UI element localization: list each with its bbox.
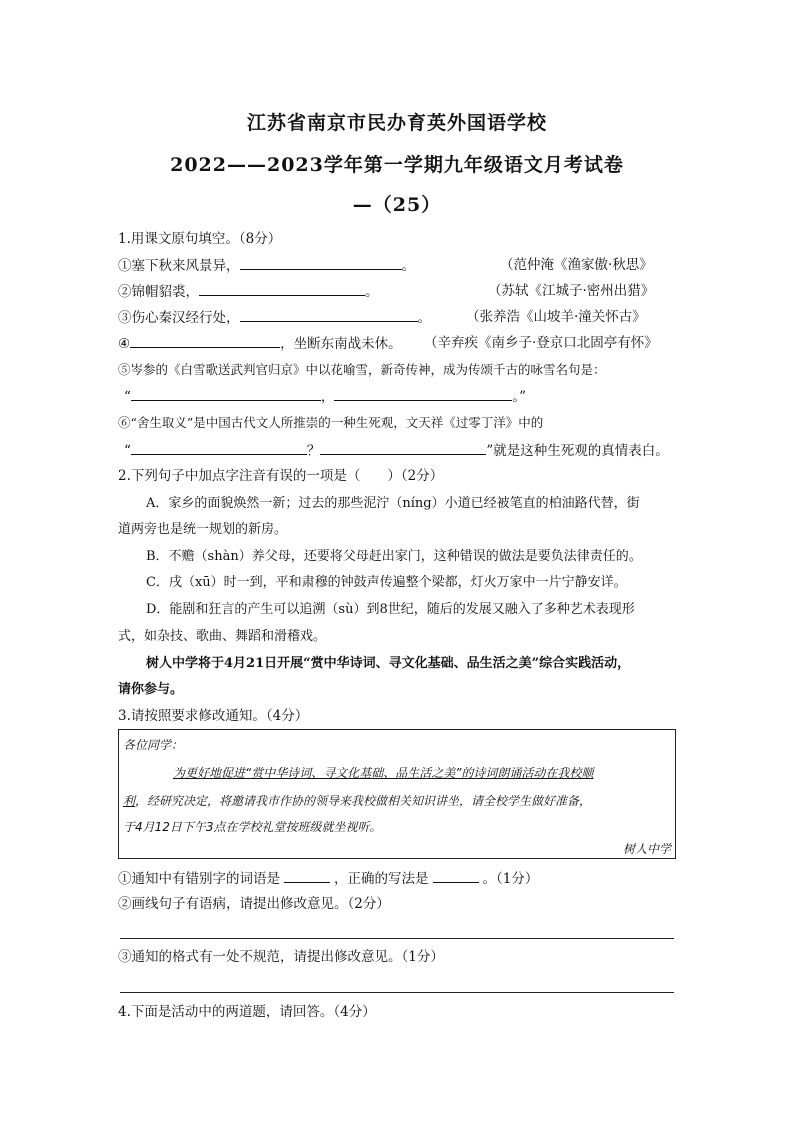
open-quote: “ xyxy=(124,389,131,405)
q1-line-1-source: （范仲淹《渔家傲·秋思》 xyxy=(500,257,653,273)
q1-line-4-source: （辛弃疾《南乡子·登京口北固亭有怀》 xyxy=(424,335,658,351)
q3-sub-1-text: ①通知中有错别字的词语是 xyxy=(118,871,280,887)
question-mark: ？ xyxy=(306,443,321,459)
q3-sub-1 xyxy=(118,868,538,889)
notice-para-1 xyxy=(173,764,593,782)
q2-option-a-cont: 道两旁也是统一规划的新房。 xyxy=(118,522,288,537)
school-title: 江苏省南京市民办育英外国语学校 xyxy=(246,112,547,134)
close-quote: 。” xyxy=(512,389,527,405)
q1-line-1 xyxy=(118,255,415,276)
q2-option-c: C．戌（xū）时一到，平和肃穆的钟鼓声传遍整个梁都，灯火万家中一片宁静安详。 xyxy=(146,575,627,590)
q2-option-b: B．不赡（shàn）养父母，还要将父母赶出家门，这种错误的做法是要负法律责任的。 xyxy=(146,549,642,564)
comma: ， xyxy=(320,389,335,405)
underlined-sentence: 为更好地促进“赏中华诗词、寻文化基础、品生活之美”的诗词朗诵活动在我校顺 xyxy=(173,766,594,780)
answer-blank[interactable] xyxy=(334,386,512,401)
underlined-sentence-end: 利 xyxy=(123,794,136,808)
q1-line-3 xyxy=(118,307,431,328)
notice-para-3: 于4月12日下午3点在学校礼堂按班级就坐视听。 xyxy=(123,820,382,834)
notice-box xyxy=(118,729,676,859)
q1-line-6b xyxy=(124,440,669,461)
notice-para-2-text: ，经研究决定，将邀请我市作协的领导来我校做相关知识讲坐，请全校学生做好准备， xyxy=(135,794,592,808)
answer-line[interactable] xyxy=(120,938,674,939)
q1-line-5b xyxy=(124,386,526,407)
notice-para-2 xyxy=(123,792,591,810)
q1-line-1-text: ①塞下秋来风景异， xyxy=(118,258,240,274)
q1-title: 1.用课文原句填空。（8分） xyxy=(118,231,282,247)
q1-line-2-source: （苏轼《江城子·密州出猎》 xyxy=(488,283,655,299)
answer-blank[interactable] xyxy=(320,440,486,455)
q1-line-4-end: ，坐断东南战未休。 xyxy=(280,336,402,352)
q1-line-2 xyxy=(118,281,379,302)
q1-line-5: ⑤岑参的《白雪歌送武判官归京》中以花喻雪，新奇传神，成为传颂千古的咏雪名句是： xyxy=(118,362,606,377)
q1-line-3-text: ③伤心秦汉经行处， xyxy=(118,310,240,326)
q2-title: 2.下列句子中加点字注音有误的一项是（ ）（2分） xyxy=(118,468,444,484)
answer-blank[interactable] xyxy=(240,255,402,270)
activity-intro: 树人中学将于4月21日开展“赏中华诗词、寻文化基础、品生活之美”综合实践活动， xyxy=(146,656,631,671)
activity-intro-cont: 请你参与。 xyxy=(118,682,184,697)
answer-blank[interactable] xyxy=(240,307,418,322)
answer-blank[interactable] xyxy=(131,386,321,401)
answer-blank[interactable] xyxy=(284,868,330,883)
notice-signature: 树人中学 xyxy=(622,842,671,856)
q3-sub-1-mid: ，正确的写法是 xyxy=(334,871,429,887)
notice-greeting: 各位同学： xyxy=(123,738,184,752)
q1-line-6-tail: ”就是这种生死观的真情表白。 xyxy=(486,443,669,459)
answer-blank[interactable] xyxy=(199,281,365,296)
q4-title: 4.下面是活动中的两道题，请回答。（4分） xyxy=(118,1004,376,1020)
answer-blank[interactable] xyxy=(433,868,479,883)
q2-option-a: A．家乡的面貌焕然一新；过去的那些泥泞（níng）小道已经被笔直的柏油路代替，街 xyxy=(146,496,640,511)
q3-sub-2: ②画线句子有语病，请提出修改意见。（2分） xyxy=(118,896,390,912)
q1-line-3-end: 。 xyxy=(417,310,431,326)
q1-line-2-end: 。 xyxy=(365,284,379,300)
exam-subtitle: —（25） xyxy=(352,194,442,216)
q3-sub-3: ③通知的格式有一处不规范，请提出修改意见。（1分） xyxy=(118,949,444,965)
answer-blank[interactable] xyxy=(130,333,280,348)
q1-line-2-text: ②锦帽貂裘， xyxy=(118,284,199,300)
q1-line-1-end: 。 xyxy=(401,258,415,274)
q1-line-6: ⑥“舍生取义”是中国古代文人所推崇的一种生死观，文天祥《过零丁洋》中的 xyxy=(118,415,544,430)
q3-sub-1-end: 。（1分） xyxy=(482,871,539,887)
q1-line-4 xyxy=(118,333,402,354)
answer-line[interactable] xyxy=(120,992,674,993)
q3-title: 3.请按照要求修改通知。（4分） xyxy=(118,708,309,724)
q1-line-3-source: （张养浩《山坡羊·潼关怀古》 xyxy=(466,309,646,325)
open-quote: “ xyxy=(124,443,131,459)
q2-option-d-cont: 式，如杂技、歌曲、舞蹈和滑稽戏。 xyxy=(118,629,327,644)
exam-title: 2022——2023学年第一学期九年级语文月考试卷 xyxy=(170,154,624,176)
q2-option-d: D．能剧和狂言的产生可以追溯（sù）到8世纪，随后的发展又融入了多种艺术表现形 xyxy=(146,602,635,617)
q1-line-4-text: ④ xyxy=(118,336,131,352)
answer-blank[interactable] xyxy=(131,440,307,455)
